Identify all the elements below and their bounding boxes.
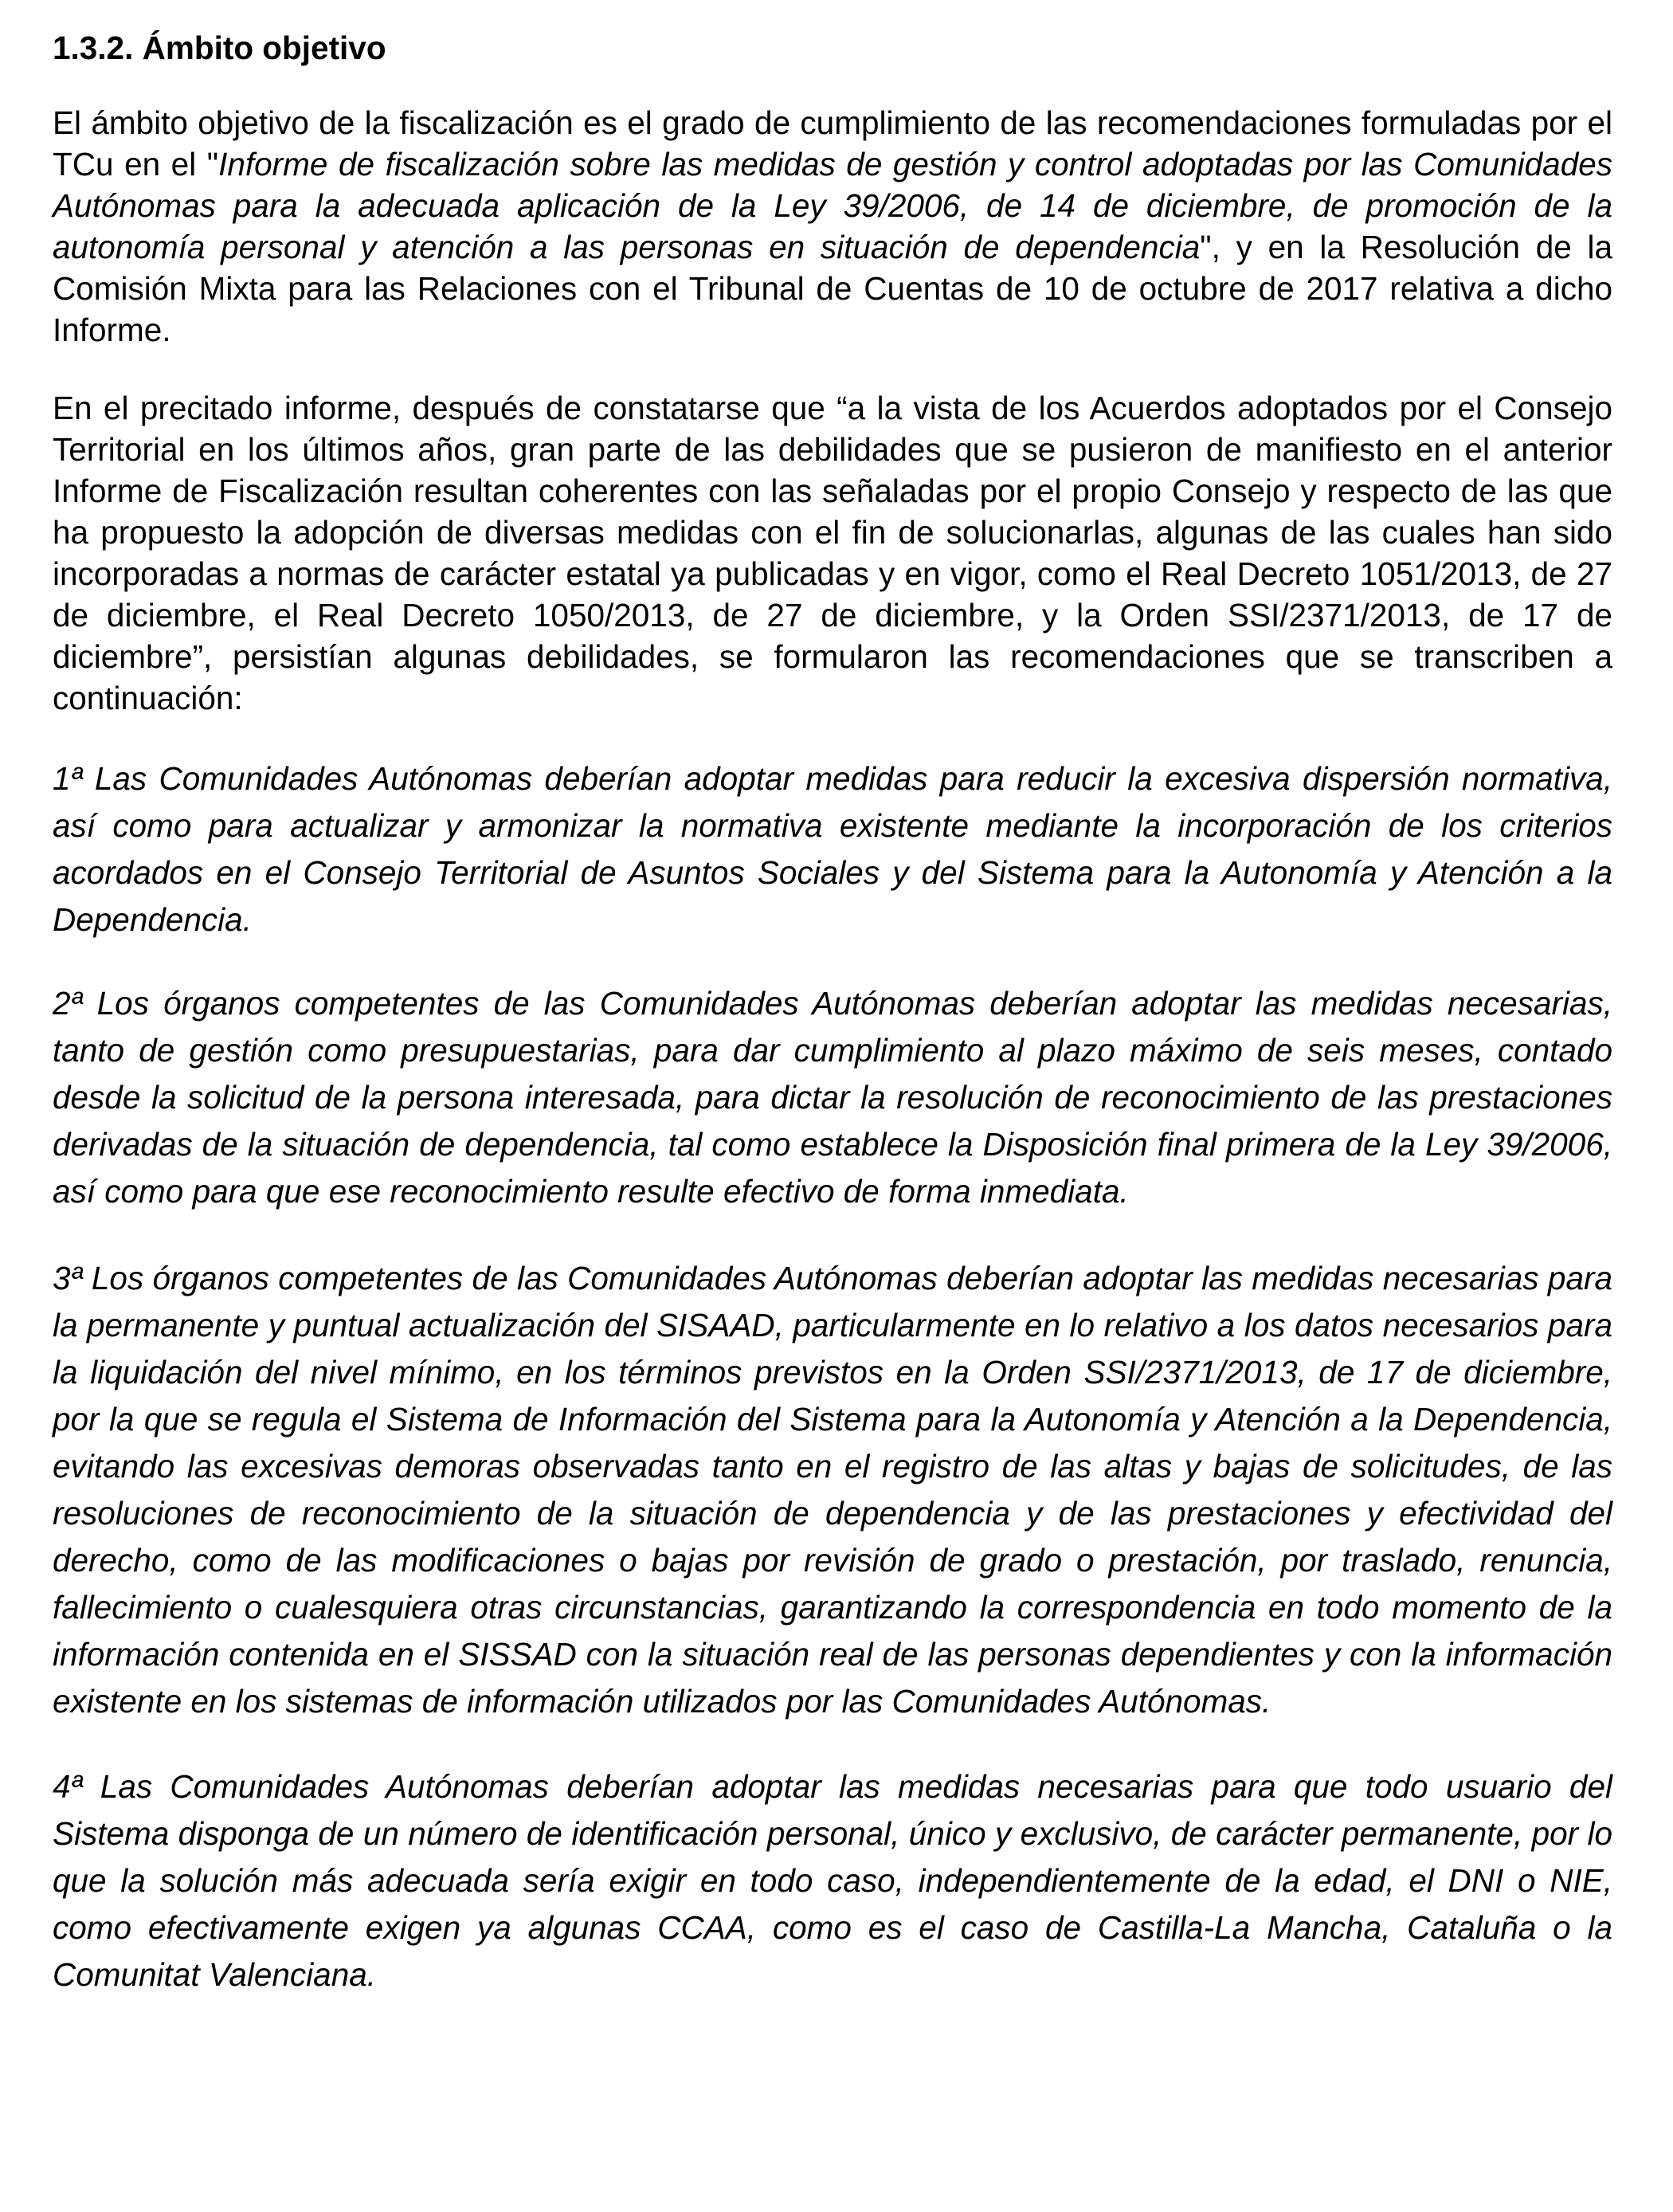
recommendation-1 xyxy=(53,755,1612,943)
context-paragraph: En el precitado informe, después de constatarse que “a la vista de los Acuerdos adoptados por el Consejo Territorial en los últimos años, gran parte de las debilidades que se pusieron de manifiesto en el anterior Informe de Fiscalización resultan coherentes con las señaladas por el propio Consejo y respecto de las que ha propuesto la adopción de diversas medidas con el fin de solucionarlas, algunas de las cuales han sido incorporadas a normas de carácter estatal ya publicadas y en vigor, como el Real Decreto 1051/2013, de 27 de diciembre, el Real Decreto 1050/2013, de 27 de diciembre, y la Orden SSI/2371/2013, de 17 de diciembre”, persistían algunas debilidades, se formularon las recomendaciones que se transcriben a continuación: xyxy=(53,390,1612,716)
recommendation-4 xyxy=(53,1763,1612,1998)
report-title: Informe de fiscalización sobre las medidas de gestión y control adoptadas por las Comunidades Autónomas para la adecuada aplicación de la Ley 39/2006, de 14 de diciembre, de promoción de la autonomía personal y atención a las personas en situación de dependencia xyxy=(53,146,1612,265)
intro-text-start: El ámbito objetivo de la fiscalización es el grado de cumplimiento de las recomendaciones formuladas por el TCu en el " xyxy=(53,104,1612,182)
recommendation-text: Los órganos competentes de las Comunidades Autónomas deberían adoptar las medidas necesarias para la permanente y puntual actualización del SISAAD, particularmente en lo relativo a los datos necesarios para la liquidación del nivel mínimo, en los términos previstos en la Orden SSI/2371/2013, de 17 de diciembre, por la que se regula el Sistema de Información del Sistema para la Autonomía y Atención a la Dependencia, evitando las excesivas demoras observadas tanto en el registro de las altas y bajas de solicitudes, de las resoluciones de reconocimiento de la situación de dependencia y de las prestaciones y efectividad del derecho, como de las modificaciones o bajas por revisión de grado o prestación, por traslado, renuncia, fallecimiento o cualesquiera otras circunstancias, garantizando la correspondencia en todo momento de la información contenida en el SISSAD con la situación real de las personas dependientes y con la información existente en los sistemas de información utilizados por las Comunidades Autónomas. xyxy=(53,1260,1612,1720)
section-title: 1.3.2. Ámbito objetivo xyxy=(53,29,386,66)
recommendation-number: 1ª xyxy=(53,760,83,797)
recommendation-text: Las Comunidades Autónomas deberían adoptar las medidas necesarias para que todo usuario del Sistema disponga de un número de identificación personal, único y exclusivo, de carácter permanente, por lo que la solución más adecuada sería exigir en todo caso, independientemente de la edad, el DNI o NIE, como efectivamente exigen ya algunas CCAA, como es el caso de Castilla-La Mancha, Cataluña o la Comunitat Valenciana. xyxy=(53,1768,1612,1993)
recommendation-3 xyxy=(53,1255,1612,1725)
document-page xyxy=(53,27,1612,2037)
recommendation-2 xyxy=(53,980,1612,1215)
recommendation-number: 4ª xyxy=(53,1768,83,1805)
recommendation-number: 2ª xyxy=(53,985,83,1022)
intro-paragraph xyxy=(53,102,1612,351)
intro-text-end: ", y en la Resolución de la Comisión Mixta para las Relaciones con el Tribunal de Cuentas de 10 de octubre de 2017 relativa a dicho Informe. xyxy=(53,229,1612,348)
recommendation-text: Las Comunidades Autónomas deberían adoptar medidas para reducir la excesiva dispersión normativa, así como para actualizar y armonizar la normativa existente mediante la incorporación de los criterios acordados en el Consejo Territorial de Asuntos Sociales y del Sistema para la Autonomía y Atención a la Dependencia. xyxy=(53,760,1612,938)
recommendation-number: 3ª xyxy=(53,1260,83,1296)
recommendation-text: Los órganos competentes de las Comunidades Autónomas deberían adoptar las medidas necesarias, tanto de gestión como presupuestarias, para dar cumplimiento al plazo máximo de seis meses, contado desde la solicitud de la persona interesada, para dictar la resolución de reconocimiento de las prestaciones derivadas de la situación de dependencia, tal como establece la Disposición final primera de la Ley 39/2006, así como para que ese reconocimiento resulte efectivo de forma inmediata. xyxy=(53,985,1612,1210)
